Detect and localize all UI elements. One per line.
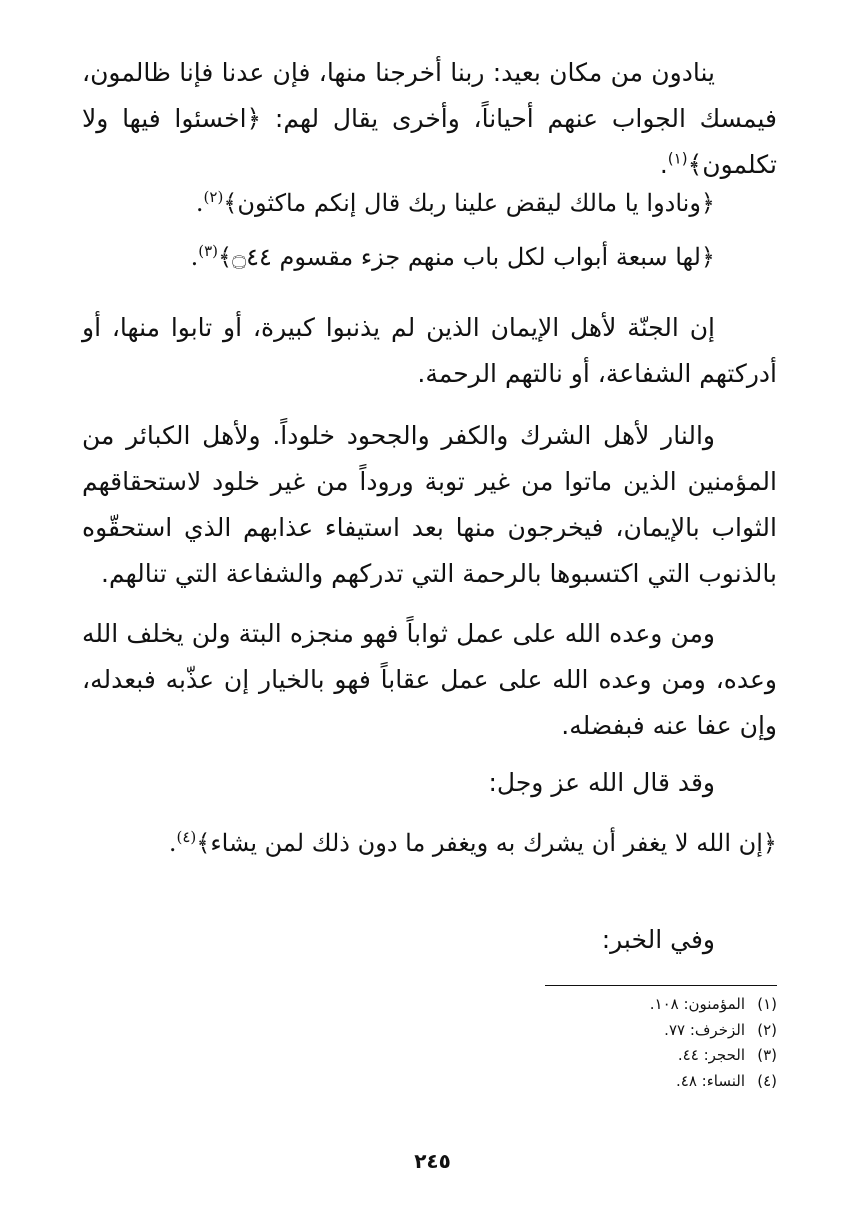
verse-text: ﴿إن الله لا يغفر أن يشرك به ويغفر ما دون ذلك لمن يشاء﴾: [196, 829, 777, 857]
footnote: [545, 1018, 777, 1044]
paragraph-fire: [82, 413, 777, 597]
paragraph-text: وفي الخبر:: [601, 925, 715, 954]
verse-text: ﴿لها سبعة أبواب لكل باب منهم جزء مقسوم ۝٤٤﴾: [218, 243, 715, 271]
footnotes: [545, 992, 777, 1094]
footnote-number: (١): [757, 995, 777, 1013]
footnote-divider: [545, 985, 777, 986]
paragraph-text: ينادون من مكان بعيد: ربنا أخرجنا منها، فإن عدنا فإنا ظالمون، فيمسك الجواب عنهم أحياناً، وأخرى يقال لهم: ﴿اخسئوا فيها ولا تكلمون﴾: [82, 58, 777, 179]
footnote-marker: (١): [667, 149, 688, 168]
footnote-number: (٣): [757, 1046, 777, 1064]
page-number: ٢٤٥: [414, 1149, 451, 1173]
footnote: [545, 992, 777, 1018]
footnote-marker: (٣): [198, 242, 219, 260]
paragraph-text: وقد قال الله عز وجل:: [488, 768, 715, 797]
paragraph-opening: [82, 50, 777, 188]
footnote-text: الزخرف: ٧٧.: [664, 1020, 745, 1039]
paragraph-promise: [82, 611, 777, 749]
footnote-number: (٤): [757, 1071, 777, 1090]
paragraph-report: [82, 917, 777, 963]
paragraph-intro-verse: [82, 760, 777, 806]
quran-verse: [82, 180, 777, 226]
paragraph-text: ومن وعده الله على عمل ثواباً فهو منجزه البتة ولن يخلف الله وعده، ومن وعده الله على عمل عقاباً فهو بالخيار إن عذّبه فبعدله، وإن عفا عنه فبفضله.: [82, 619, 777, 740]
period: .: [195, 189, 204, 217]
period: .: [659, 150, 668, 179]
footnote-marker: (٤): [176, 828, 197, 846]
footnote-text: المؤمنون: ١٠٨.: [649, 995, 745, 1013]
footnote-marker: (٢): [203, 188, 224, 206]
footnote-text: النساء: ٤٨.: [676, 1071, 745, 1090]
footnote-text: الحجر: ٤٤.: [677, 1046, 745, 1064]
quran-verse: [82, 820, 777, 866]
quran-verse: [82, 234, 777, 280]
paragraph-text: والنار لأهل الشرك والكفر والجحود خلوداً. ولأهل الكبائر من المؤمنين الذين ماتوا من غير توبة وروداً من غير خلود لاستحقاقهم الثواب بالإيمان، فيخرجون منها بعد استيفاء عذابهم الذي استحقّوه بالذنوب التي اكتسبوها بالرحمة التي تدركهم والشفاعة التي تنالهم.: [82, 421, 777, 588]
verse-text: ﴿ونادوا يا مالك ليقض علينا ربك قال إنكم ماكثون﴾: [223, 189, 715, 217]
footnote-number: (٢): [757, 1020, 777, 1039]
period: .: [168, 829, 177, 857]
period: .: [190, 243, 199, 271]
paragraph-paradise: [82, 305, 777, 397]
footnote: [545, 1069, 777, 1095]
footnote: [545, 1043, 777, 1069]
paragraph-text: إن الجنّة لأهل الإيمان الذين لم يذنبوا كبيرة، أو تابوا منها، أو أدركتهم الشفاعة، أو نالتهم الرحمة.: [82, 313, 777, 388]
